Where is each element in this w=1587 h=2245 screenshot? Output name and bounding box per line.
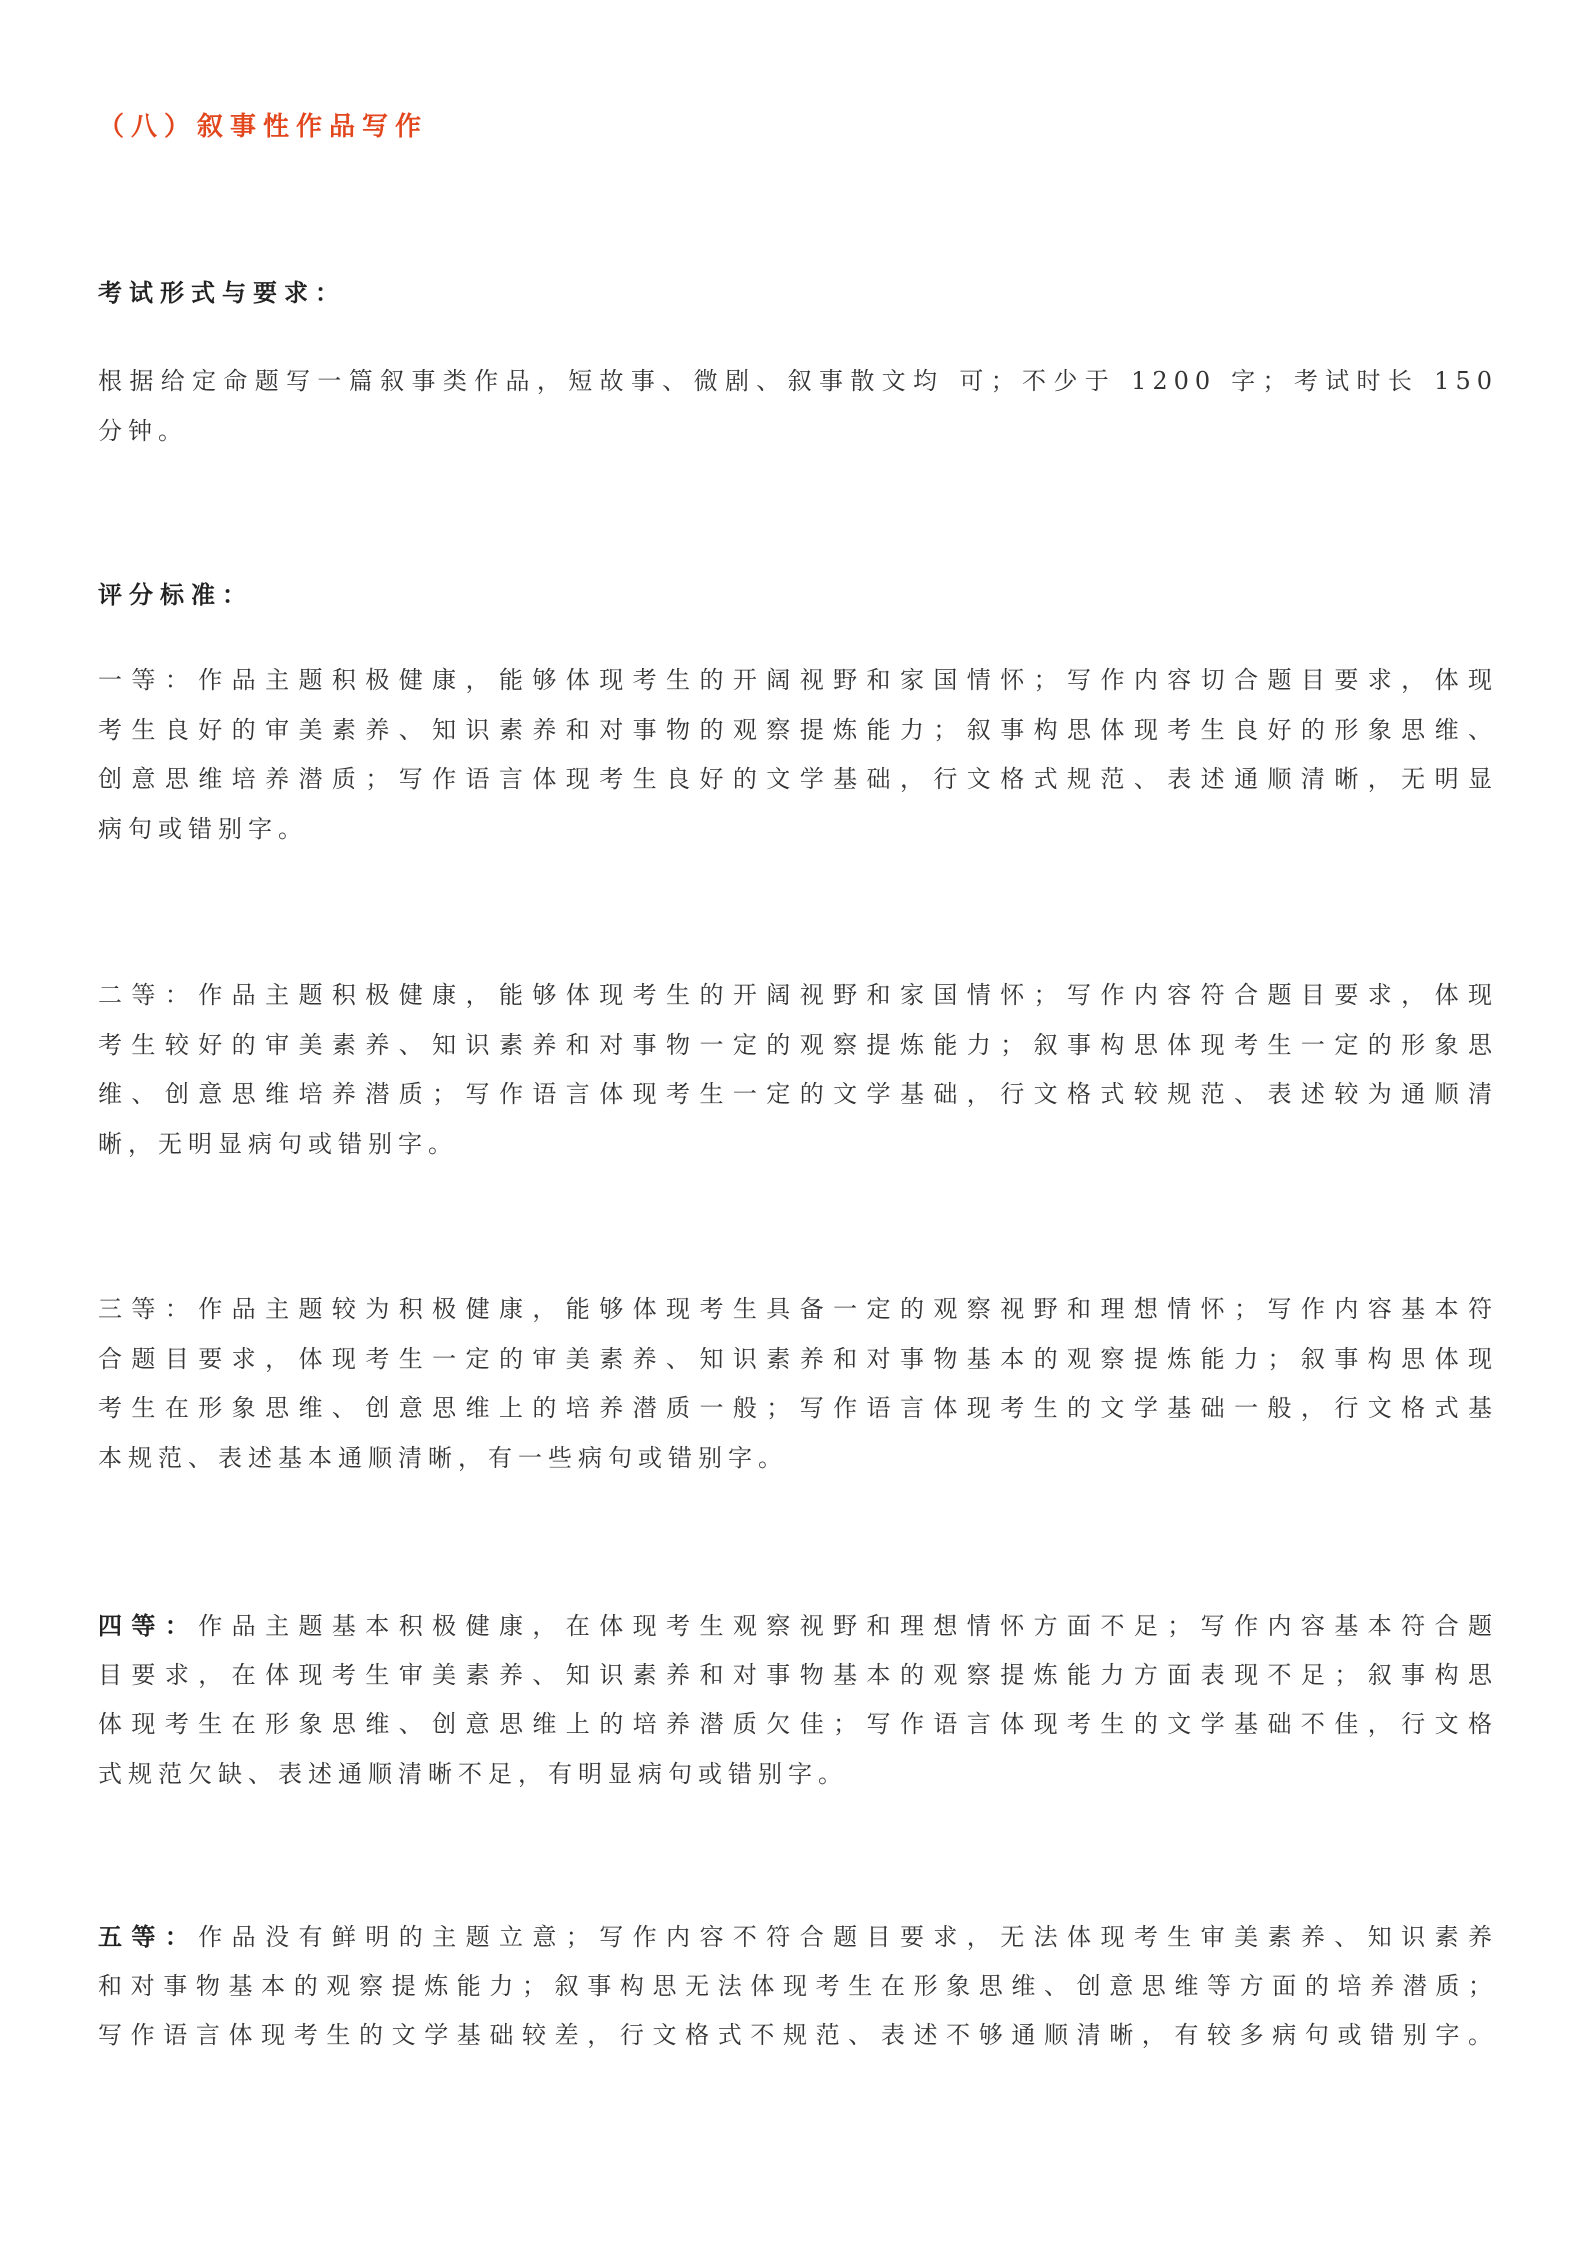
paragraph-line: 晰，无明显病句或错别字。 [98,1129,458,1158]
paragraph-line: 考生在形象思维、创意思维上的培养潜质一般；写作语言体现考生的文学基础一般，行文格式基 [98,1394,1498,1422]
paragraph-line: 合题目要求，体现考生一定的审美素养、知识素养和对事物基本的观察提炼能力；叙事构思体现 [98,1344,1498,1373]
grade-1-paragraph [98,656,1498,854]
paragraph-line [98,1285,1498,1335]
grade-text: 作品主题积极健康，能够体现考生的开阔视野和家国情怀；写作内容切合题目要求，体现 [198,666,1499,694]
paragraph-line: 维、创意思维培养潜质；写作语言体现考生一定的文学基础，行文格式较规范、表述较为通顺清 [98,1080,1498,1108]
paragraph-line: 根据给定命题写一篇叙事类作品，短故事、微剧、叙事散文均 可；不少于 1200 字；考试时长 150 [98,367,1498,395]
section-title-block [98,107,1498,147]
grade-label: 三等： [98,1295,199,1323]
paragraph-line: 和对事物基本的观察提炼能力；叙事构思无法体现考生在形象思维、创意思维等方面的培养潜质； [98,1971,1498,2000]
scoring-heading-block [98,570,1498,619]
grade-text: 作品主题较为积极健康，能够体现考生具备一定的观察视野和理想情怀；写作内容基本符 [198,1295,1499,1323]
grade-text: 作品主题积极健康，能够体现考生的开阔视野和家国情怀；写作内容符合题目要求，体现 [198,981,1499,1009]
grade-text: 作品没有鲜明的主题立意；写作内容不符合题目要求，无法体现考生审美素养、知识素养 [198,1923,1499,1951]
paragraph-line: 创意思维培养潜质；写作语言体现考生良好的文学基础，行文格式规范、表述通顺清晰，无明显 [98,765,1498,793]
paragraph-line: 考生较好的审美素养、知识素养和对事物一定的观察提炼能力；叙事构思体现考生一定的形象思 [98,1030,1498,1059]
paragraph-line: 体现考生在形象思维、创意思维上的培养潜质欠佳；写作语言体现考生的文学基础不佳，行文格 [98,1710,1498,1738]
exam-format-heading: 考试形式与要求： [98,278,346,307]
paragraph-line: 考生良好的审美素养、知识素养和对事物的观察提炼能力；叙事构思体现考生良好的形象思维、 [98,715,1498,744]
paragraph-line: 写作语言体现考生的文学基础较差，行文格式不规范、表述不够通顺清晰，有较多病句或错别字。 [98,2021,1498,2049]
grade-2-paragraph [98,971,1498,1169]
grade-label: 一等： [98,666,199,694]
grade-label: 四等： [98,1611,199,1640]
exam-format-heading-block [98,268,1498,317]
grade-5-paragraph [98,1912,1498,2061]
paragraph-line [98,1601,1498,1651]
grade-text: 作品主题基本积极健康，在体现考生观察视野和理想情怀方面不足；写作内容基本符合题 [198,1612,1499,1640]
paragraph-line [98,971,1498,1021]
paragraph-line: 病句或错别字。 [98,814,308,843]
grade-3-paragraph [98,1285,1498,1483]
paragraph-line [98,1912,1498,1962]
exam-format-paragraph [98,357,1498,456]
paragraph-line: 本规范、表述基本通顺清晰，有一些病句或错别字。 [98,1443,788,1472]
paragraph-line: 目要求，在体现考生审美素养、知识素养和对事物基本的观察提炼能力方面表现不足；叙事构思 [98,1660,1498,1689]
scoring-heading: 评分标准： [98,580,253,609]
grade-4-paragraph [98,1601,1498,1799]
section-title: （八）叙事性作品写作 [98,112,429,142]
grade-label: 五等： [98,1922,199,1951]
paragraph-line [98,656,1498,706]
paragraph-line: 式规范欠缺、表述通顺清晰不足，有明显病句或错别字。 [98,1759,848,1788]
grade-label: 二等： [98,981,199,1009]
paragraph-line: 分钟。 [98,416,188,445]
